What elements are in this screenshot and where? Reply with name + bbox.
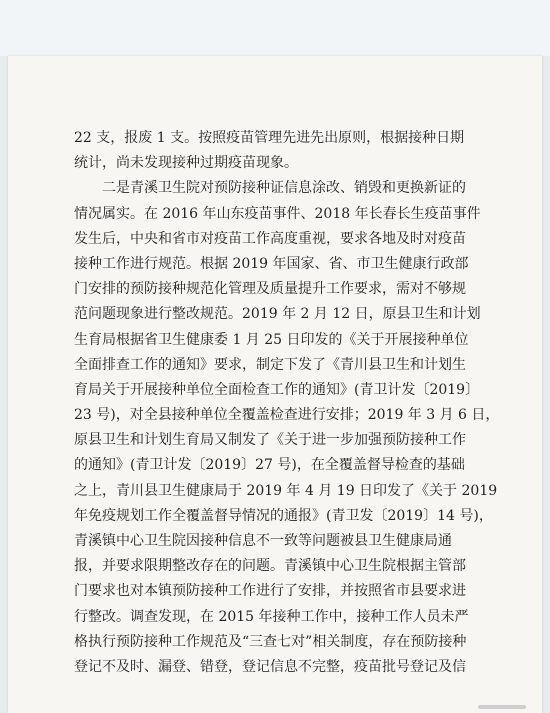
text-line: 登记不及时、漏登、错登，登记信息不完整，疫苗批号登记及信 [74,658,466,675]
document-page [8,56,542,713]
body-text [74,126,504,680]
text-line: 格执行预防接种工作规范及“三查七对”相关制度，存在预防接种 [74,633,467,650]
paragraph-start-line: 二是青溪卫生院对预防接种证信息涂改、销毁和更换新证的 [102,180,466,197]
text-line: 统计，尚未发现接种过期疫苗现象。 [74,155,298,172]
text-line: 门要求也对本镇预防接种工作进行了安排，并按照省市县要求进 [74,583,466,600]
page-edge-mark [478,705,526,709]
text-line: 情况属实。在 2016 年山东疫苗事件、2018 年长春长生疫苗事件 [74,205,481,222]
text-line: 之上，青川县卫生健康局于 2019 年 4 月 19 日印发了《关于 2019 [74,482,498,499]
text-line: 全面排查工作的通知》要求，制定下发了《青川县卫生和计划生 [74,356,466,373]
text-line: 育局关于开展接种单位全面检查工作的通知》(青卫计发〔2019〕 [74,381,480,398]
text-line: 发生后，中央和省市对疫苗工作高度重视，要求各地及时对疫苗 [74,230,466,247]
text-line: 原县卫生和计划生育局又制发了《关于进一步加强预防接种工作 [74,432,466,449]
text-line: 行整改。调查发现，在 2015 年接种工作中，接种工作人员未严 [74,608,469,625]
text-line: 23 号)，对全县接种单位全覆盖检查进行安排；2019 年 3 月 6 日， [74,407,500,424]
text-line: 报，并要求限期整改存在的问题。青溪镇中心卫生院根据主管部 [74,558,466,575]
text-line: 范问题现象进行整改规范。2019 年 2 月 12 日，原县卫生和计划 [74,306,481,323]
top-band [0,0,550,56]
text-line: 门安排的预防接种规范化管理及质量提升工作要求，需对不够规 [74,281,466,298]
text-line: 年免疫规划工作全覆盖督导情况的通报》(青卫发〔2019〕14 号)， [74,507,493,524]
text-line: 生育局根据省卫生健康委 1 月 25 日印发的《关于开展接种单位 [74,331,469,348]
text-line: 22 支，报废 1 支。按照疫苗管理先进先出原则，根据接种日期 [74,130,465,146]
text-line: 接种工作进行规范。根据 2019 年国家、省、市卫生健康行政部 [74,255,469,272]
text-line: 的通知》(青卫计发〔2019〕27 号)，在全覆盖督导检查的基础 [74,457,465,474]
text-line: 青溪镇中心卫生院因接种信息不一致等问题被县卫生健康局通 [74,533,452,549]
